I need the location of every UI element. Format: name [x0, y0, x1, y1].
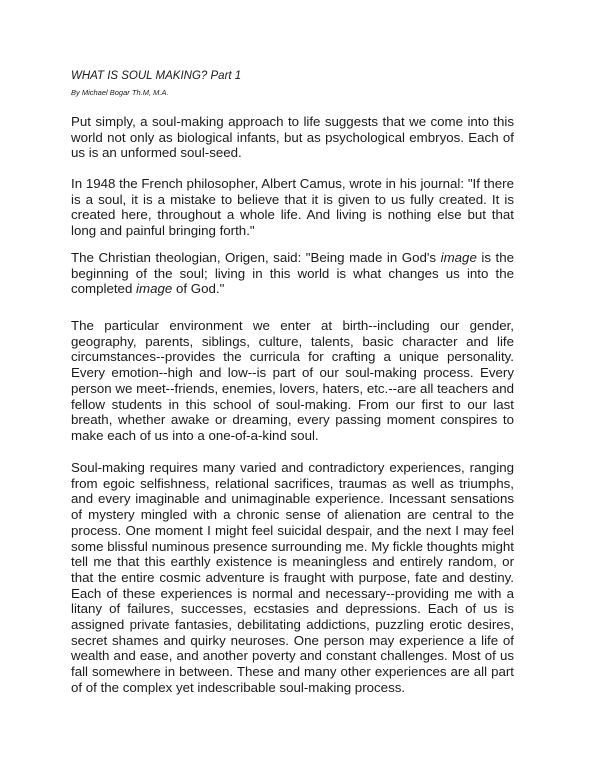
- text-segment: person we meet--friends, enemies, lovers, haters, etc.--are all teachers and: [71, 380, 514, 396]
- text-segment: from egoic selfishness, relational sacrifices, traumas as well as triumphs,: [71, 475, 514, 491]
- text-line: [71, 554, 514, 570]
- text-segment: Each of these experiences is normal and necessary--providing me with a: [71, 585, 514, 601]
- text-segment: of of the complex yet indescribable soul-making process.: [71, 679, 406, 695]
- text-segment: some blissful numinous presence surrounding me. My fickle thoughts might: [71, 538, 514, 554]
- text-line: [71, 192, 514, 208]
- text-line: [71, 633, 514, 649]
- text-segment: The Christian theologian, Origen, said: "Being made in God's: [71, 250, 441, 265]
- text-line: [71, 570, 514, 586]
- text-segment: completed: [71, 281, 137, 297]
- text-segment: Put simply, a soul-making approach to life suggests that we come into this: [71, 114, 514, 129]
- text-segment: secret shames and quirky neuroses. One person may experience a life of: [71, 632, 514, 648]
- text-line-content: [71, 207, 514, 222]
- text-line: [71, 460, 514, 476]
- text-line: [71, 334, 514, 350]
- text-line: [71, 145, 514, 161]
- text-line: [71, 281, 514, 297]
- text-line: [71, 397, 514, 413]
- text-line: [71, 617, 514, 633]
- text-segment: process. One moment I might feel suicidal despair, and the next I may feel: [71, 522, 514, 538]
- text-segment: wealth and ease, and another poverty and constant challenges. Most of us: [71, 648, 514, 664]
- text-line-content: [71, 397, 514, 412]
- text-line: [71, 250, 514, 266]
- text-line: [71, 318, 514, 334]
- text-line: [71, 365, 514, 381]
- text-segment: assigned private fantasies, debilitating addictions, puzzling erotic desires,: [71, 617, 514, 633]
- text-segment: fall somewhere in between. These and many other experiences are all part: [71, 664, 514, 680]
- paragraph-3: [71, 250, 514, 297]
- text-line-content: [71, 281, 224, 296]
- text-segment: is the: [476, 250, 515, 265]
- text-line-content: [71, 412, 514, 427]
- text-line-content: [71, 365, 514, 380]
- text-segment: litany of failures, successes, ecstasies and depressions. Each of us is: [71, 601, 514, 617]
- text-segment: Every emotion--high and low--is part of our soul-making process. Every: [71, 365, 514, 381]
- text-line: [71, 476, 514, 492]
- text-line: [71, 507, 514, 523]
- text-line-content: [71, 680, 405, 695]
- text-line: [71, 664, 514, 680]
- text-line-content: [71, 145, 242, 160]
- text-line: [71, 349, 514, 365]
- text-segment: tell me that this earthly existence is meaningless and entirely random, or: [71, 554, 514, 570]
- text-line-content: [71, 617, 514, 632]
- text-line: [71, 601, 514, 617]
- text-line-content: [71, 114, 514, 129]
- author-byline: By Michael Bogar Th.M, M.A.: [71, 88, 169, 97]
- text-segment: make each of us into a one-of-a-kind soul.: [71, 427, 319, 443]
- text-line-content: [71, 648, 514, 663]
- text-line: [71, 680, 514, 696]
- text-line: [71, 539, 514, 555]
- text-segment: long and painful bringing forth.": [71, 223, 255, 239]
- text-segment: In 1948 the French philosopher, Albert Camus, wrote in his journal: "If there: [71, 176, 514, 191]
- text-segment: The particular environment we enter at birth--including our gender,: [71, 318, 514, 333]
- text-line-content: [71, 250, 514, 265]
- text-line: [71, 266, 514, 282]
- text-line: [71, 648, 514, 664]
- text-line-content: [71, 664, 514, 679]
- text-line-content: [71, 349, 514, 364]
- paragraph-2: [71, 176, 514, 239]
- text-segment: breath, whether awake or dreaming, every passing moment conspires to: [71, 412, 514, 428]
- text-segment: of God.": [172, 281, 225, 297]
- text-line-content: [71, 554, 514, 569]
- text-segment: geography, parents, siblings, culture, talents, basic character and life: [71, 333, 514, 349]
- text-line-content: [71, 491, 514, 506]
- text-line: [71, 586, 514, 602]
- text-line-content: [71, 476, 514, 491]
- text-line-content: [71, 223, 255, 238]
- paragraph-4: [71, 318, 514, 444]
- text-segment: us is an unformed soul-seed.: [71, 145, 242, 161]
- text-line-content: [71, 539, 514, 554]
- text-line: [71, 130, 514, 146]
- text-segment: Soul-making requires many varied and contradictory experiences, ranging: [71, 460, 514, 475]
- text-line-content: [71, 523, 514, 538]
- text-line-content: [71, 130, 514, 145]
- text-segment: that the entire cosmic adventure is fraught with purpose, fate and destiny.: [71, 569, 514, 585]
- document-title: WHAT IS SOUL MAKING? Part 1: [71, 70, 242, 82]
- paragraph-5: [71, 460, 514, 696]
- text-segment: of mystery mingled with a chronic sense of alienation are central to the: [71, 507, 514, 523]
- text-segment: and every imaginable and unimaginable experience. Incessant sensations: [71, 491, 514, 507]
- text-line-content: [71, 176, 514, 191]
- text-line-content: [71, 428, 319, 443]
- text-segment: beginning of the soul; living in this world is what changes us into the: [71, 265, 514, 281]
- text-line-content: [71, 586, 514, 601]
- text-segment: is a soul, it is a mistake to believe that it is given to us fully created. It is: [71, 191, 514, 207]
- text-line-content: [71, 507, 514, 522]
- text-line: [71, 207, 514, 223]
- text-segment: circumstances--provides the curricula for crafting a unique personality.: [71, 349, 514, 365]
- text-segment: created here, throughout a whole life. And living is nothing else but that: [71, 207, 514, 223]
- text-line: [71, 114, 514, 130]
- text-line: [71, 491, 514, 507]
- text-line-content: [71, 633, 514, 648]
- text-line-content: [71, 570, 514, 585]
- text-line-content: [71, 318, 514, 333]
- text-segment: fellow students in this school of soul-making. From our first to our last: [71, 396, 514, 412]
- italic-text: image: [136, 281, 173, 297]
- text-line-content: [71, 334, 514, 349]
- text-line: [71, 176, 514, 192]
- text-line: [71, 381, 514, 397]
- text-line-content: [71, 192, 514, 207]
- text-segment: world not only as biological infants, but as psychological embryos. Each of: [71, 129, 514, 145]
- text-line-content: [71, 601, 514, 616]
- italic-text: image: [440, 250, 477, 265]
- text-line: [71, 428, 514, 444]
- text-line-content: [71, 266, 514, 281]
- text-line: [71, 412, 514, 428]
- text-line-content: [71, 460, 514, 475]
- text-line-content: [71, 381, 514, 396]
- text-line: [71, 523, 514, 539]
- paragraph-1: [71, 114, 514, 161]
- text-line: [71, 223, 514, 239]
